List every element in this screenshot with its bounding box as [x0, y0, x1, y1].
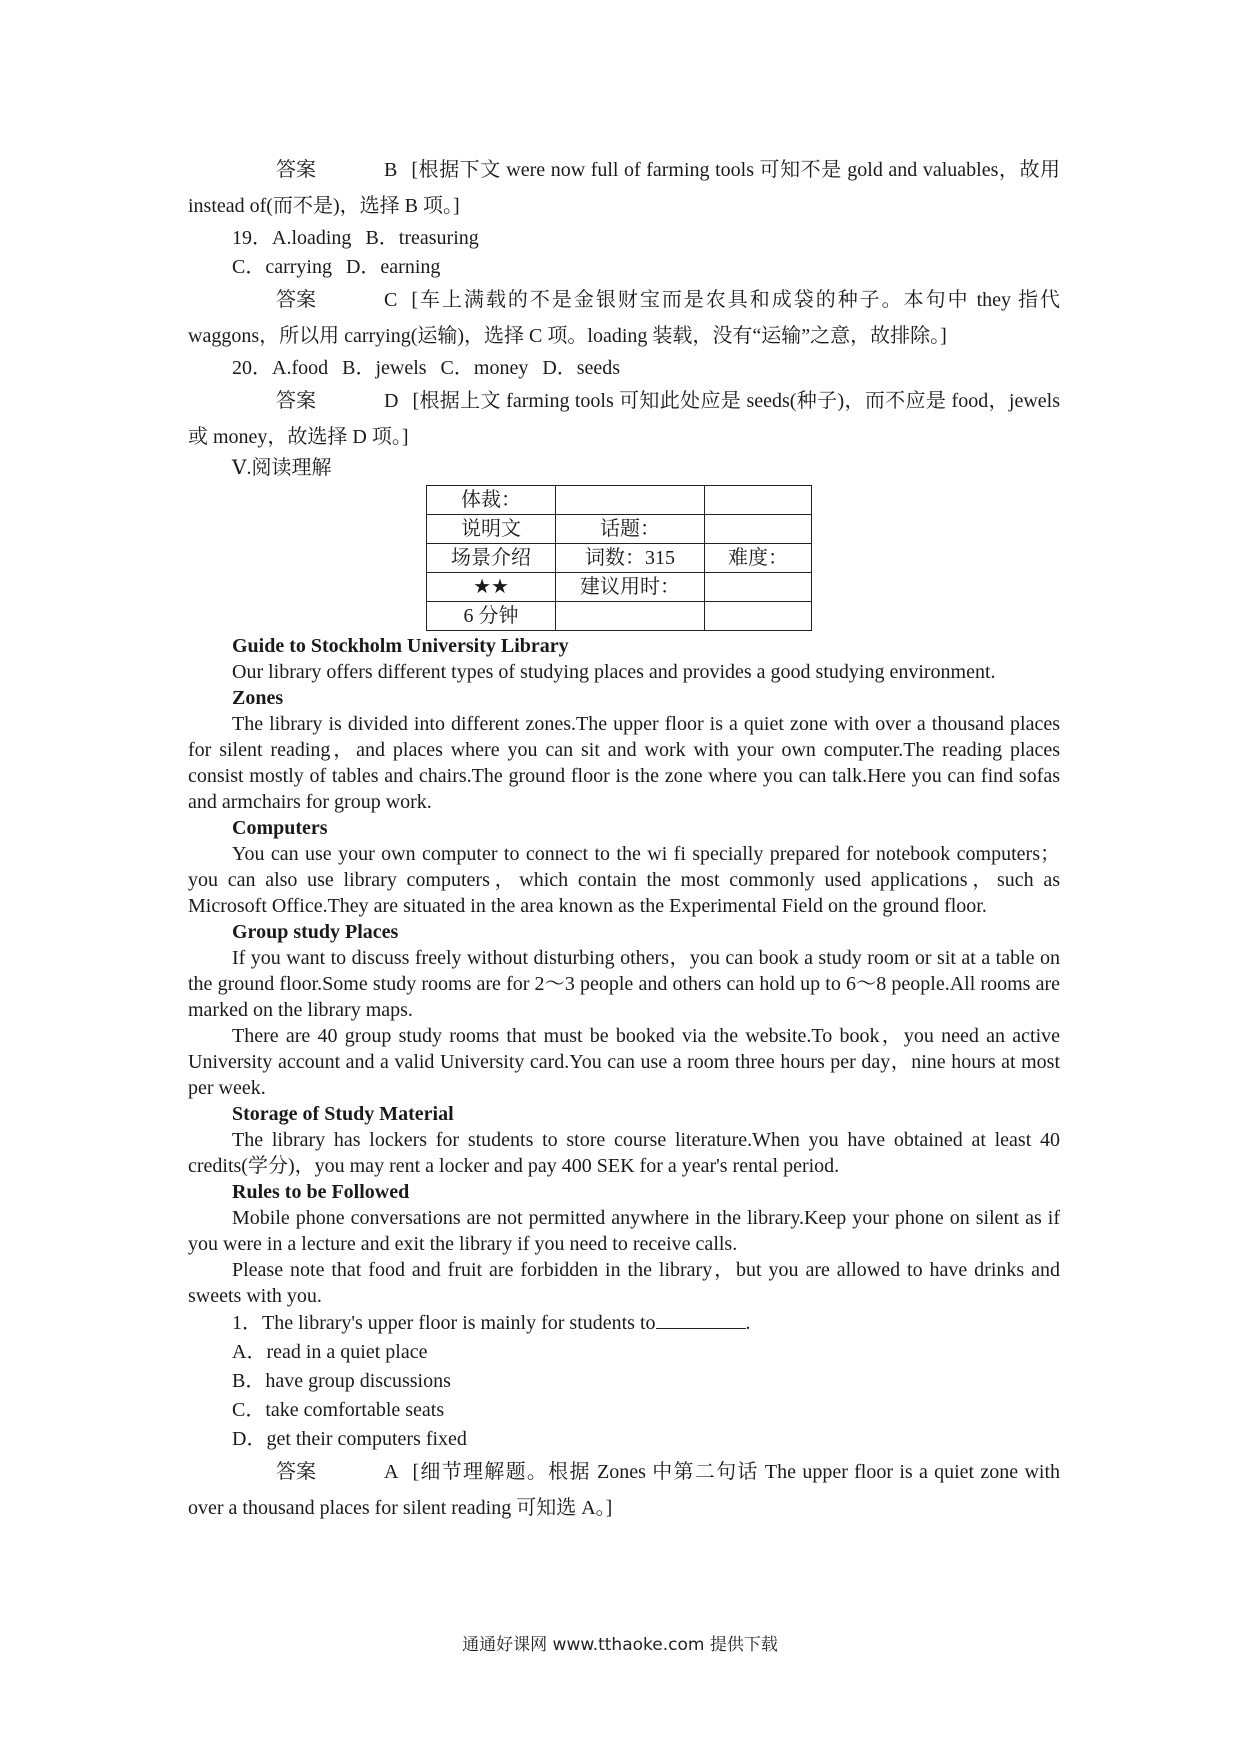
content-area	[188, 152, 1060, 1526]
answer-label: 答案	[276, 289, 316, 311]
answer-explanation: [车上满载的不是金银财宝而是农具和成袋的种子。本句中 they 指代 waggons，所以用 carrying(运输)，选择 C 项。loading 装载，没有“运输”之意，故排除。]	[188, 289, 1060, 347]
info-cell	[556, 602, 705, 631]
question-19-options-row2	[188, 253, 1060, 282]
info-row	[427, 573, 812, 602]
heading-group-study: Group study Places	[232, 921, 399, 943]
question-1-option-c: C．take comfortable seats	[232, 1399, 445, 1421]
question-1-option-d: D．get their computers fixed	[232, 1428, 467, 1450]
paragraph-rules-2: Please note that food and fruit are forbidden in the library，but you are allowed to have drinks and sweets with you.	[188, 1259, 1060, 1307]
option-a: A.food	[272, 357, 329, 379]
answer-19	[188, 282, 1060, 354]
answer-letter: C	[384, 289, 398, 311]
option-a: A.loading	[272, 227, 352, 249]
info-cell	[705, 602, 812, 631]
answer-20	[188, 383, 1060, 455]
paragraph-computers: You can use your own computer to connect to the wi fi specially prepared for notebook computers；you can also use library computers，which contain the most commonly used applications，such as Microsoft Office.They are situated in the area known as the Experimental Field on the ground floor.	[188, 843, 1060, 917]
answer-explanation: [根据上文 farming tools 可知此处应是 seeds(种子)，而不应是 food，jewels 或 money，故选择 D 项。]	[188, 390, 1060, 448]
info-cell	[705, 486, 812, 515]
info-cell: 体裁：	[427, 486, 556, 515]
option-b: B．jewels	[342, 357, 427, 379]
paragraph-zones: The library is divided into different zones.The upper floor is a quiet zone with over a thousand places for silent reading，and places where you can sit and work with your own computer.The reading places consist mostly of tables and chairs.The ground floor is the zone where you can talk.Here you can find sofas and armchairs for group work.	[188, 713, 1060, 813]
question-1-option-b: B．have group discussions	[232, 1370, 451, 1392]
answer-18	[188, 152, 1060, 224]
question-end: .	[745, 1312, 751, 1334]
option-d: D．earning	[345, 256, 441, 278]
info-cell: 词数：315	[556, 544, 705, 573]
info-row	[427, 544, 812, 573]
info-cell	[556, 486, 705, 515]
answer-letter: B	[384, 159, 398, 181]
answer-explanation: [根据下文 were now full of farming tools 可知不是 gold and valuables，故用 instead of(而不是)，选择 B 项。]	[188, 159, 1060, 217]
info-row	[427, 486, 812, 515]
paragraph-storage: The library has lockers for students to store course literature.When you have obtained at least 40 credits(学分)，you may rent a locker and pay 400 SEK for a year's rental period.	[188, 1129, 1060, 1177]
info-cell: 6 分钟	[427, 602, 556, 631]
info-cell	[705, 515, 812, 544]
section-title: Ⅴ.阅读理解	[232, 457, 332, 479]
passage-title: Guide to Stockholm University Library	[232, 635, 569, 657]
option-d: D．seeds	[542, 357, 621, 379]
info-cell: 说明文	[427, 515, 556, 544]
footer: 通通好课网 www.tthaoke.com 提供下载	[462, 1635, 778, 1655]
answer-label: 答案	[276, 159, 316, 181]
paragraph-group-study-2: There are 40 group study rooms that must be booked via the website.To book，you need an active University account and a valid University card.You can use a room three hours per day，nine hours at most per week.	[188, 1025, 1060, 1099]
info-cell: 场景介绍	[427, 544, 556, 573]
heading-storage: Storage of Study Material	[232, 1103, 454, 1125]
info-cell: 建议用时：	[556, 573, 705, 602]
info-cell: 难度：	[705, 544, 812, 573]
answer-letter: A	[384, 1461, 399, 1483]
passage-info-table	[426, 485, 812, 631]
question-19-options-row1	[188, 224, 1060, 253]
info-cell: ★★	[427, 573, 556, 602]
answer-blank	[656, 1310, 746, 1329]
question-number: 20．	[232, 357, 272, 379]
answer-letter: D	[384, 390, 399, 412]
question-number: 19．	[232, 227, 272, 249]
answer-label: 答案	[276, 1461, 316, 1483]
info-cell: 话题：	[556, 515, 705, 544]
heading-rules: Rules to be Followed	[232, 1181, 410, 1203]
answer-label: 答案	[276, 390, 316, 412]
info-row	[427, 515, 812, 544]
info-cell	[705, 573, 812, 602]
question-20-options	[188, 354, 1060, 383]
info-row	[427, 602, 812, 631]
answer-1	[188, 1454, 1060, 1526]
question-1-stem	[188, 1309, 1060, 1338]
option-b: B．treasuring	[365, 227, 479, 249]
heading-zones: Zones	[232, 687, 284, 709]
passage-intro: Our library offers different types of studying places and provides a good studying environment.	[232, 661, 996, 683]
answer-explanation: [细节理解题。根据 Zones 中第二句话 The upper floor is a quiet zone with over a thousand places for silent reading 可知选 A。]	[188, 1461, 1060, 1519]
heading-computers: Computers	[232, 817, 328, 839]
question-text: 1．The library's upper floor is mainly for students to	[232, 1312, 656, 1334]
option-c: C．carrying	[232, 256, 332, 278]
question-1-option-a: A．read in a quiet place	[232, 1341, 428, 1363]
paragraph-group-study-1: If you want to discuss freely without disturbing others，you can book a study room or sit at a table on the ground floor.Some study rooms are for 2～3 people and others can hold up to 6～8 people.All rooms are marked on the library maps.	[188, 947, 1060, 1021]
paragraph-rules-1: Mobile phone conversations are not permitted anywhere in the library.Keep your phone on silent as if you were in a lecture and exit the library if you need to receive calls.	[188, 1207, 1060, 1255]
option-c: C．money	[440, 357, 529, 379]
